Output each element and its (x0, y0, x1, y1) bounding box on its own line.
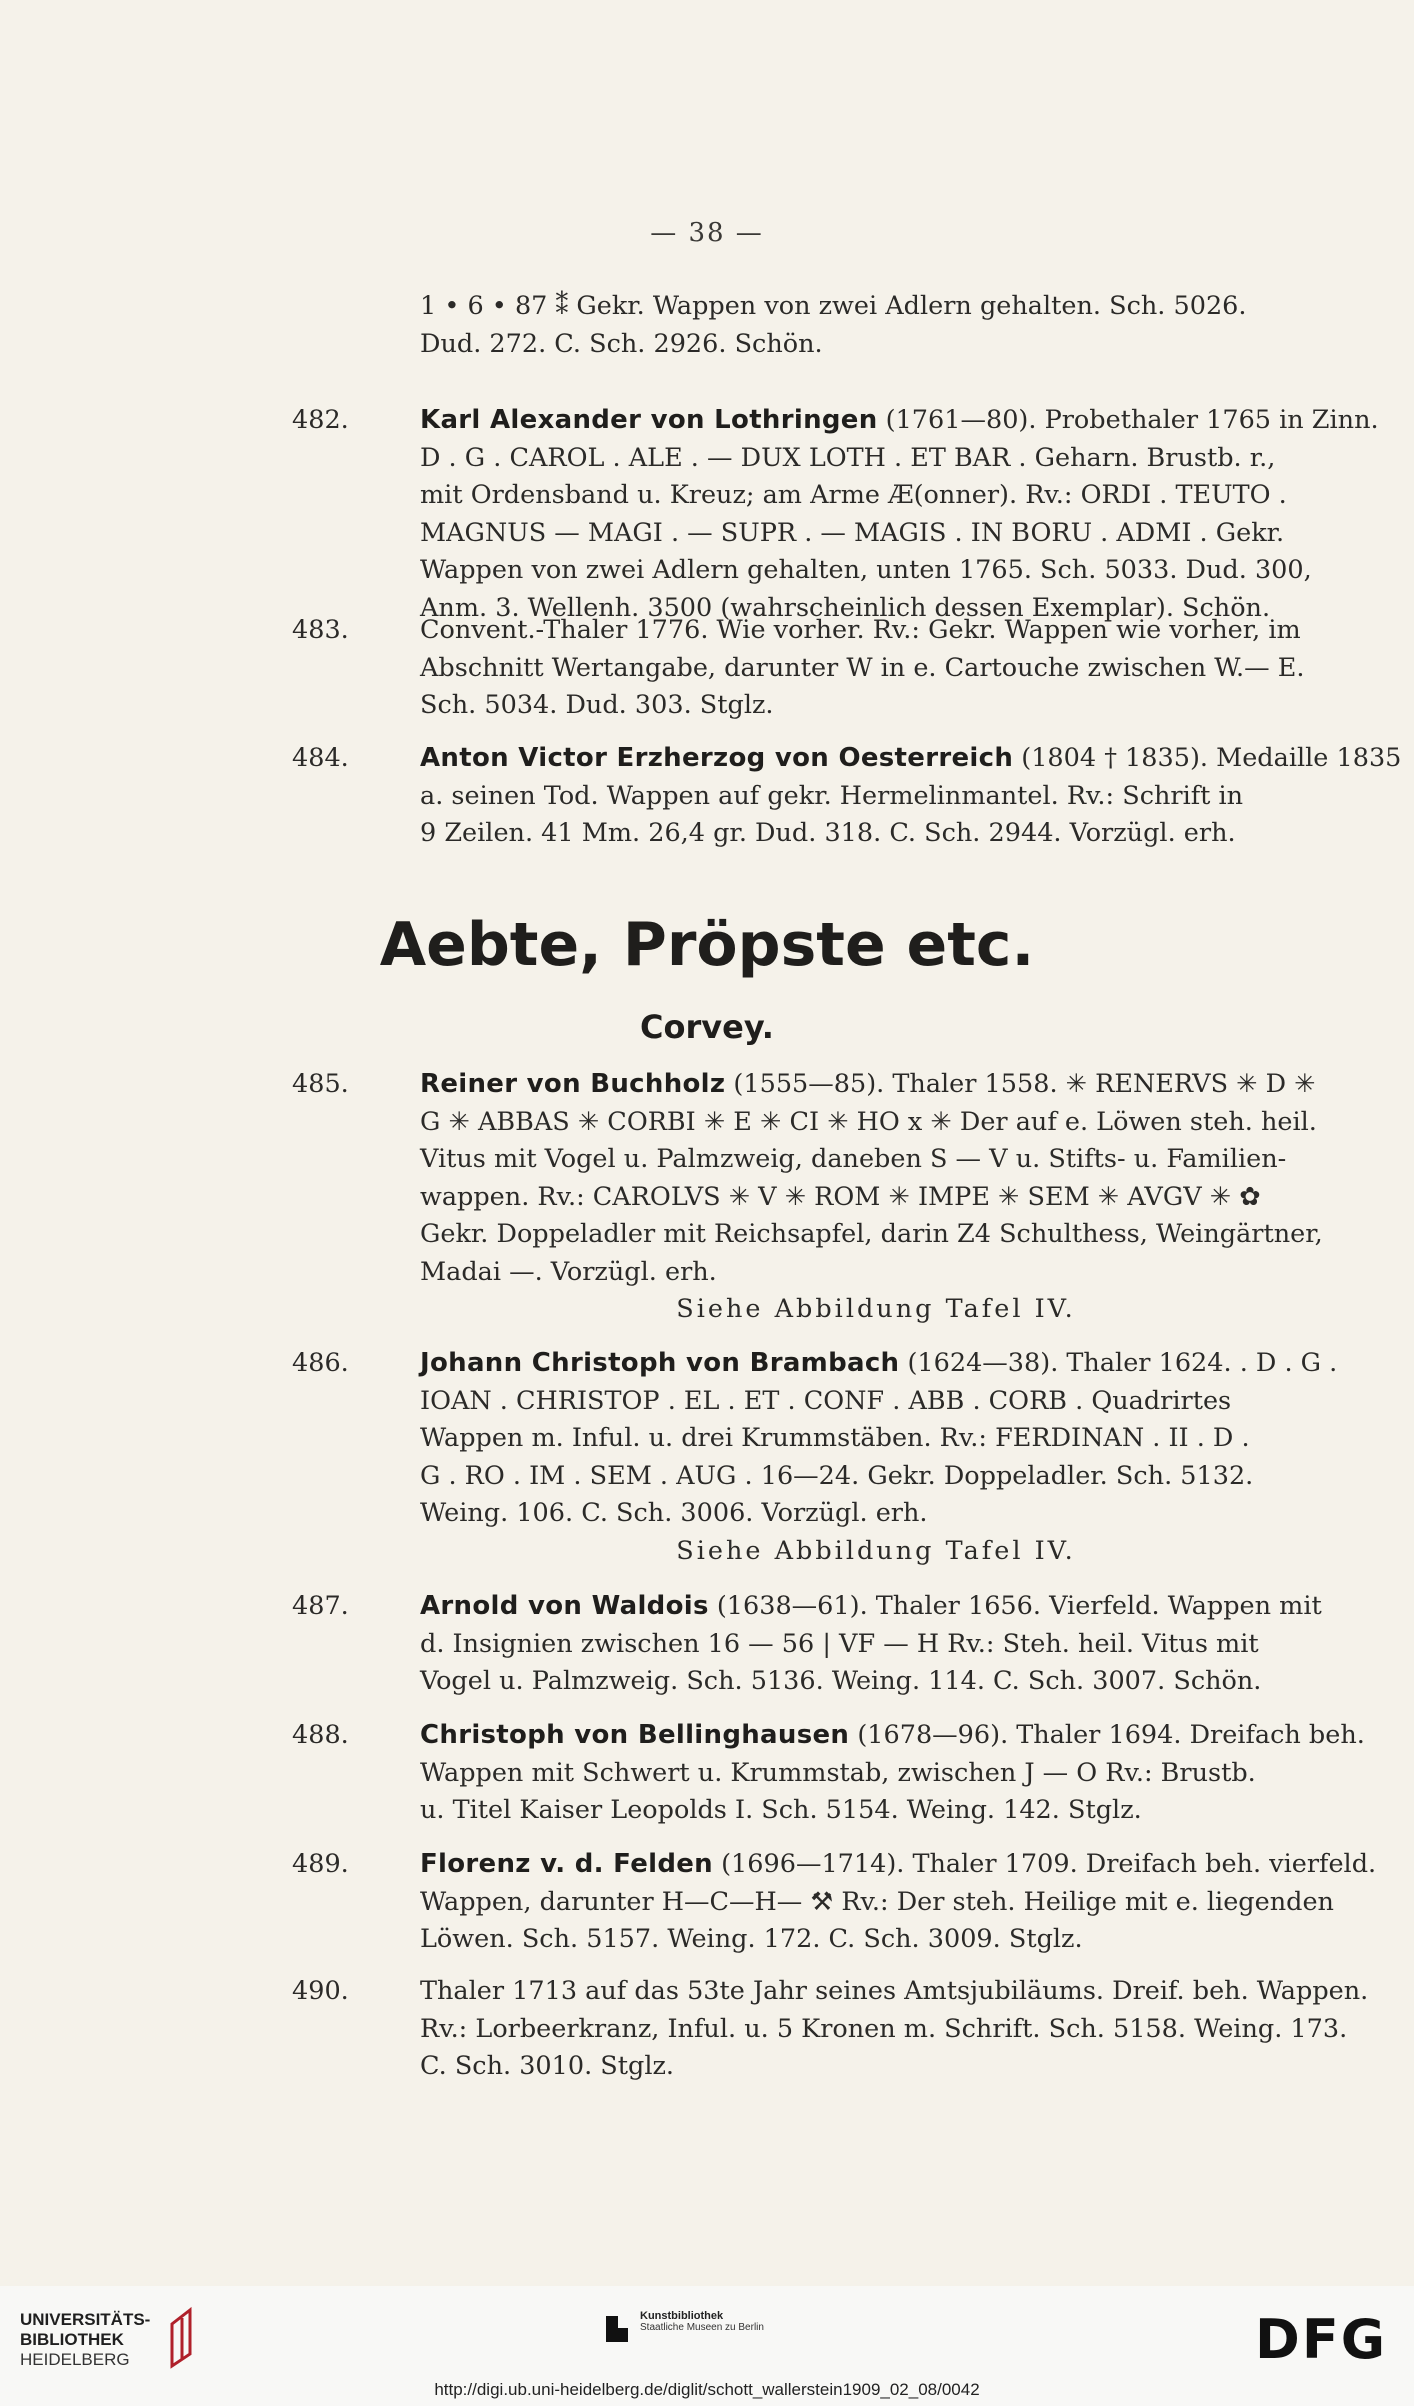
entry-line: (1678—96). Thaler 1694. Dreifach beh. (849, 1720, 1365, 1750)
section-title: Aebte, Pröpste etc. (379, 910, 1035, 980)
entry-line: Wappen, darunter H—C—H— ⚒ Rv.: Der steh. Heilige mit e. liegenden (420, 1886, 1334, 1917)
entry-line: IOAN . CHRISTOP . EL . ET . CONF . ABB . CORB . Quadrirtes (420, 1385, 1232, 1416)
kunstbibliothek-subtitle: Staatliche Museen zu Berlin (640, 2322, 764, 2333)
entry-line: Vitus mit Vogel u. Palmzweig, daneben S — V u. Stifts- u. Familien- (420, 1144, 1287, 1174)
entry-number: 484. (292, 743, 349, 773)
entry-line: (1696—1714). Thaler 1709. Dreifach beh. vierfeld. (713, 1849, 1377, 1879)
entry-line: Madai —. Vorzügl. erh. (420, 1256, 717, 1287)
library-city-line: HEIDELBERG (20, 2350, 130, 2369)
entry-line: D . G . CAROL . ALE . — DUX LOTH . ET BAR . Geharn. Brustb. r., (420, 442, 1276, 473)
entry-line: Abschnitt Wertangabe, darunter W in e. Cartouche zwischen W.— E. (420, 652, 1305, 683)
source-url: http://digi.ub.uni-heidelberg.de/diglit/schott_wallerstein1909_02_08/0042 (434, 2380, 980, 2399)
entry-name: Reiner von Buchholz (420, 1069, 726, 1099)
entry-line: a. seinen Tod. Wappen auf gekr. Hermelinmantel. Rv.: Schrift in (420, 780, 1244, 811)
entry-line: MAGNUS — MAGI . — SUPR . — MAGIS . IN BORU . ADMI . Gekr. (420, 517, 1285, 548)
library-name-line: BIBLIOTHEK (20, 2330, 124, 2349)
entry-line: u. Titel Kaiser Leopolds I. Sch. 5154. Weing. 142. Stglz. (420, 1795, 1142, 1825)
entry-name: Johann Christoph von Brambach (420, 1348, 900, 1378)
entry-line: Wappen m. Inful. u. drei Krummstäben. Rv.: FERDINAN . II . D . (420, 1423, 1250, 1453)
kunstbibliothek-emblem-icon (600, 2308, 632, 2350)
entry-line: Thaler 1713 auf das 53te Jahr seines Amtsjubiläums. Dreif. beh. Wappen. (420, 1976, 1369, 2006)
entry-name: Arnold von Waldois (420, 1591, 709, 1621)
plate-reference: Siehe Abbildung Tafel IV. (676, 1294, 1076, 1324)
intro-paragraph (420, 288, 1332, 363)
entry-line: mit Ordensband u. Kreuz; am Arme Æ(onner). Rv.: ORDI . TEUTO . (420, 480, 1287, 510)
entry-line: (1555—85). Thaler 1558. ✳ RENERVS ✳ D ✳ (725, 1069, 1316, 1099)
footer-bar (0, 2286, 1414, 2406)
entry-name: Florenz v. d. Felden (420, 1849, 713, 1879)
entry-number: 490. (292, 1976, 349, 2006)
entry-name: Karl Alexander von Lothringen (420, 405, 878, 435)
entry-line: Löwen. Sch. 5157. Weing. 172. C. Sch. 3009. Stglz. (420, 1924, 1083, 1954)
subsection-title: Corvey. (640, 1008, 774, 1046)
entry-line: (1761—80). Probethaler 1765 in Zinn. (877, 405, 1379, 435)
plate-reference: Siehe Abbildung Tafel IV. (676, 1535, 1076, 1566)
entry-line: Gekr. Doppeladler mit Reichsapfel, darin Z4 Schulthess, Weingärtner, (420, 1219, 1323, 1249)
entry-number: 489. (292, 1849, 349, 1879)
entry-number: 483. (292, 615, 349, 645)
entry-line: 9 Zeilen. 41 Mm. 26,4 gr. Dud. 318. C. Sch. 2944. Vorzügl. erh. (420, 818, 1236, 848)
entry-line: G ✳ ABBAS ✳ CORBI ✳ E ✳ CI ✳ HO x ✳ Der auf e. Löwen steh. heil. (420, 1106, 1317, 1137)
university-library-logo (20, 2310, 150, 2370)
entry-number: 487. (292, 1591, 349, 1621)
entry-number: 485. (292, 1069, 349, 1099)
page-number: — 38 — (650, 218, 764, 248)
entry-number: 488. (292, 1720, 349, 1750)
library-emblem-icon (160, 2304, 200, 2374)
entry-line: Sch. 5034. Dud. 303. Stglz. (420, 690, 774, 720)
entry-name: Anton Victor Erzherzog von Oesterreich (420, 743, 1014, 773)
entry-name: Christoph von Bellinghausen (420, 1720, 850, 1750)
library-name-line: UNIVERSITÄTS- (20, 2310, 151, 2329)
entry-line: (1624—38). Thaler 1624. . D . G . (899, 1348, 1338, 1378)
entry-line: Convent.-Thaler 1776. Wie vorher. Rv.: Gekr. Wappen wie vorher, im (420, 615, 1301, 645)
entry-line: d. Insignien zwischen 16 — 56 | VF — H Rv.: Steh. heil. Vitus mit (420, 1628, 1259, 1659)
entry-line: (1804 † 1835). Medaille 1835 (1013, 743, 1402, 773)
entry-line: Vogel u. Palmzweig. Sch. 5136. Weing. 114. C. Sch. 3007. Schön. (420, 1666, 1262, 1696)
entry-line: C. Sch. 3010. Stglz. (420, 2051, 675, 2081)
entry-line: Rv.: Lorbeerkranz, Inful. u. 5 Kronen m. Schrift. Sch. 5158. Weing. 173. (420, 2013, 1348, 2044)
intro-line: Dud. 272. C. Sch. 2926. Schön. (420, 328, 823, 359)
entry-line: Anm. 3. Wellenh. 3500 (wahrscheinlich dessen Exemplar). Schön. (420, 592, 1271, 623)
kunstbibliothek-name: Kunstbibliothek (640, 2310, 724, 2322)
entry-line: Wappen von zwei Adlern gehalten, unten 1765. Sch. 5033. Dud. 300, (420, 555, 1312, 585)
entry-number: 486. (292, 1348, 349, 1378)
entry-line: wappen. Rv.: CAROLVS ✳ V ✳ ROM ✳ IMPE ✳ SEM ✳ AVGV ✳ ✿ (420, 1181, 1261, 1212)
entry-number: 482. (292, 405, 349, 435)
entry-line: Wappen mit Schwert u. Krummstab, zwischen J — O Rv.: Brustb. (420, 1757, 1256, 1788)
intro-line: 1 • 6 • 87 ⁑ Gekr. Wappen von zwei Adlern gehalten. Sch. 5026. (420, 291, 1247, 321)
entry-line: G . RO . IM . SEM . AUG . 16—24. Gekr. Doppeladler. Sch. 5132. (420, 1460, 1254, 1491)
entry-line: (1638—61). Thaler 1656. Vierfeld. Wappen mit (708, 1591, 1322, 1621)
entry-line: Weing. 106. C. Sch. 3006. Vorzügl. erh. (420, 1498, 928, 1528)
dfg-logo: DFG (1255, 2308, 1388, 2371)
